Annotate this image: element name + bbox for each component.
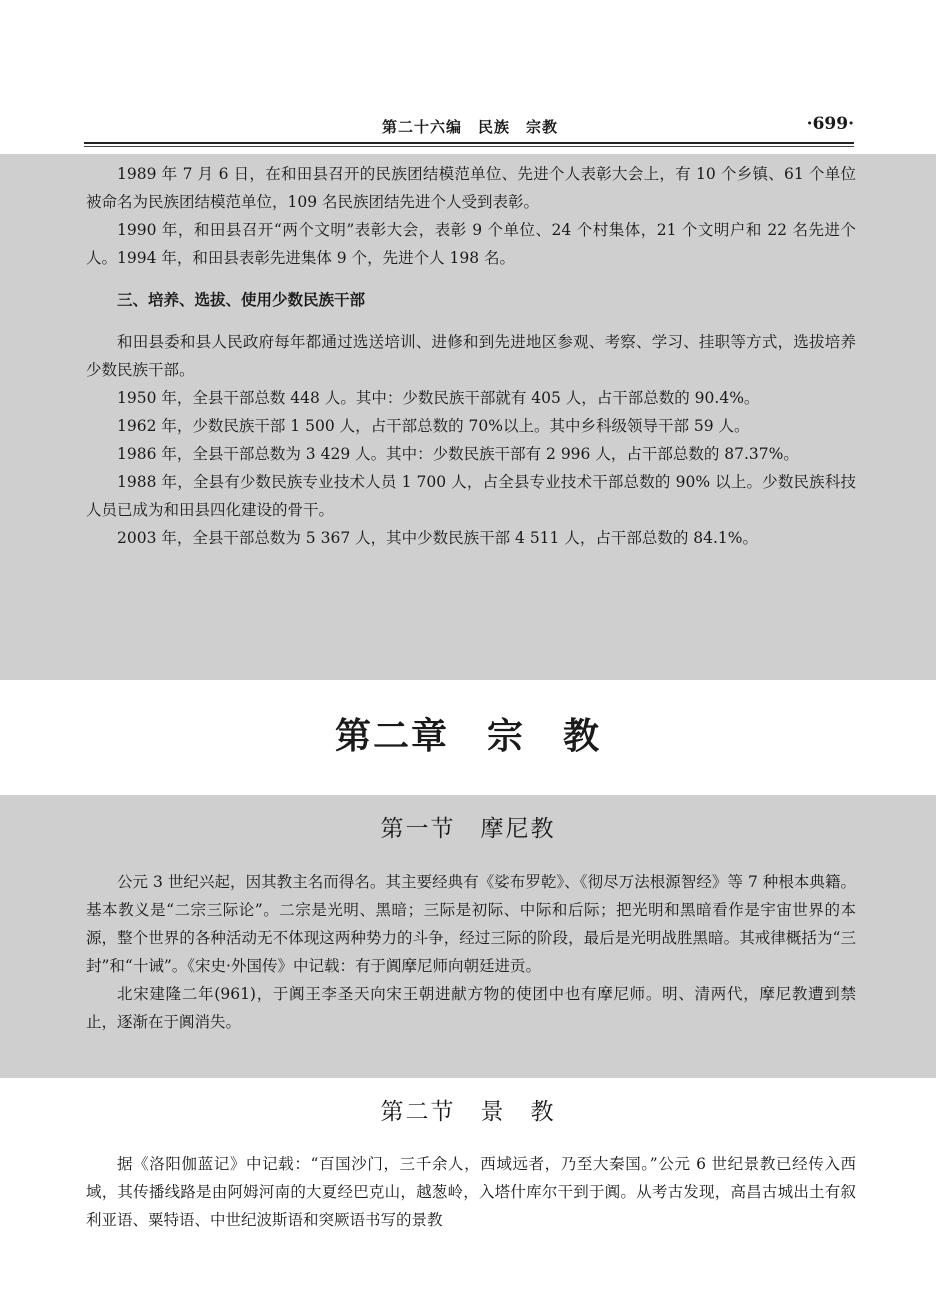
paragraph: 1989 年 7 月 6 日，在和田县召开的民族团结模范单位、先进个人表彰大会上，有 10 个乡镇、61 个单位被命名为民族团结模范单位，109 名民族团结先进个人受到表彰。	[86, 165, 856, 211]
paragraph: 据《洛阳伽蓝记》中记载：“百国沙门，三千余人，西域远者，乃至大秦国。”公元 6 世纪景教已经传入西域，其传播线路是由阿姆河南的大夏经巴克山，越葱岭，入塔什库尔干到于阗。从考古发现，高昌古城出土有叙利亚语、粟特语、中世纪波斯语和突厥语书写的景教	[86, 1155, 856, 1229]
page-number: ·699·	[806, 114, 854, 134]
running-header-title: 第二十六编 民族 宗教	[382, 118, 559, 136]
section-heading: 三、培养、选拔、使用少数民族干部	[117, 290, 366, 309]
paragraph: 2003 年，全县干部总数为 5 367 人，其中少数民族干部 4 511 人，占干部总数的 84.1%。	[117, 529, 758, 547]
chapter-title: 第二章 宗 教	[334, 716, 601, 757]
paragraph: 1990 年，和田县召开“两个文明”表彰大会，表彰 9 个单位、24 个村集体，21 个文明户和 22 名先进个人。1994 年，和田县表彰先进集体 9 个，先进个人 198 名。	[86, 221, 856, 267]
body-block-manichaeism	[86, 868, 856, 1036]
section-title-nestorianism: 第二节 景 教	[380, 1099, 556, 1125]
paragraph: 1988 年，全县有少数民族专业技术人员 1 700 人，占全县专业技术干部总数的 90% 以上。少数民族科技人员已成为和田县四化建设的骨干。	[86, 473, 856, 519]
running-header	[84, 112, 854, 142]
paragraph: 1986 年，全县干部总数为 3 429 人。其中：少数民族干部有 2 996 人，占干部总数的 87.37%。	[117, 445, 799, 463]
paragraph: 公元 3 世纪兴起，因其教主名而得名。其主要经典有《娑布罗乾》、《彻尽万法根源智经》等 7 种根本典籍。基本教义是“二宗三际论”。二宗是光明、黑暗；三际是初际、中际和后际；把光明和黑暗看作是宇宙世界的本源，整个世界的各种活动无不体现这两种势力的斗争，经过三际的阶段，最后是光明战胜黑暗。其戒律概括为“三封”和“十诫”。《宋史·外国传》中记载：有于阗摩尼师向朝廷进贡。	[86, 873, 856, 975]
paragraph: 北宋建隆二年(961)，于阗王李圣天向宋王朝进献方物的使团中也有摩尼师。明、清两代，摩尼教遭到禁止，逐渐在于阗消失。	[86, 985, 856, 1031]
paragraph: 和田县委和县人民政府每年都通过选送培训、进修和到先进地区参观、考察、学习、挂职等方式，选拔培养少数民族干部。	[86, 333, 856, 379]
body-block-cadres	[86, 160, 856, 552]
paragraph: 1962 年，少数民族干部 1 500 人，占干部总数的 70%以上。其中乡科级领导干部 59 人。	[117, 417, 750, 435]
section-title-manichaeism: 第一节 摩尼教	[380, 816, 556, 842]
body-block-nestorianism	[86, 1150, 856, 1234]
paragraph: 1950 年，全县干部总数 448 人。其中：少数民族干部就有 405 人，占干部总数的 90.4%。	[117, 389, 760, 407]
header-rule-thin	[84, 146, 854, 147]
header-rule-thick	[84, 142, 854, 144]
